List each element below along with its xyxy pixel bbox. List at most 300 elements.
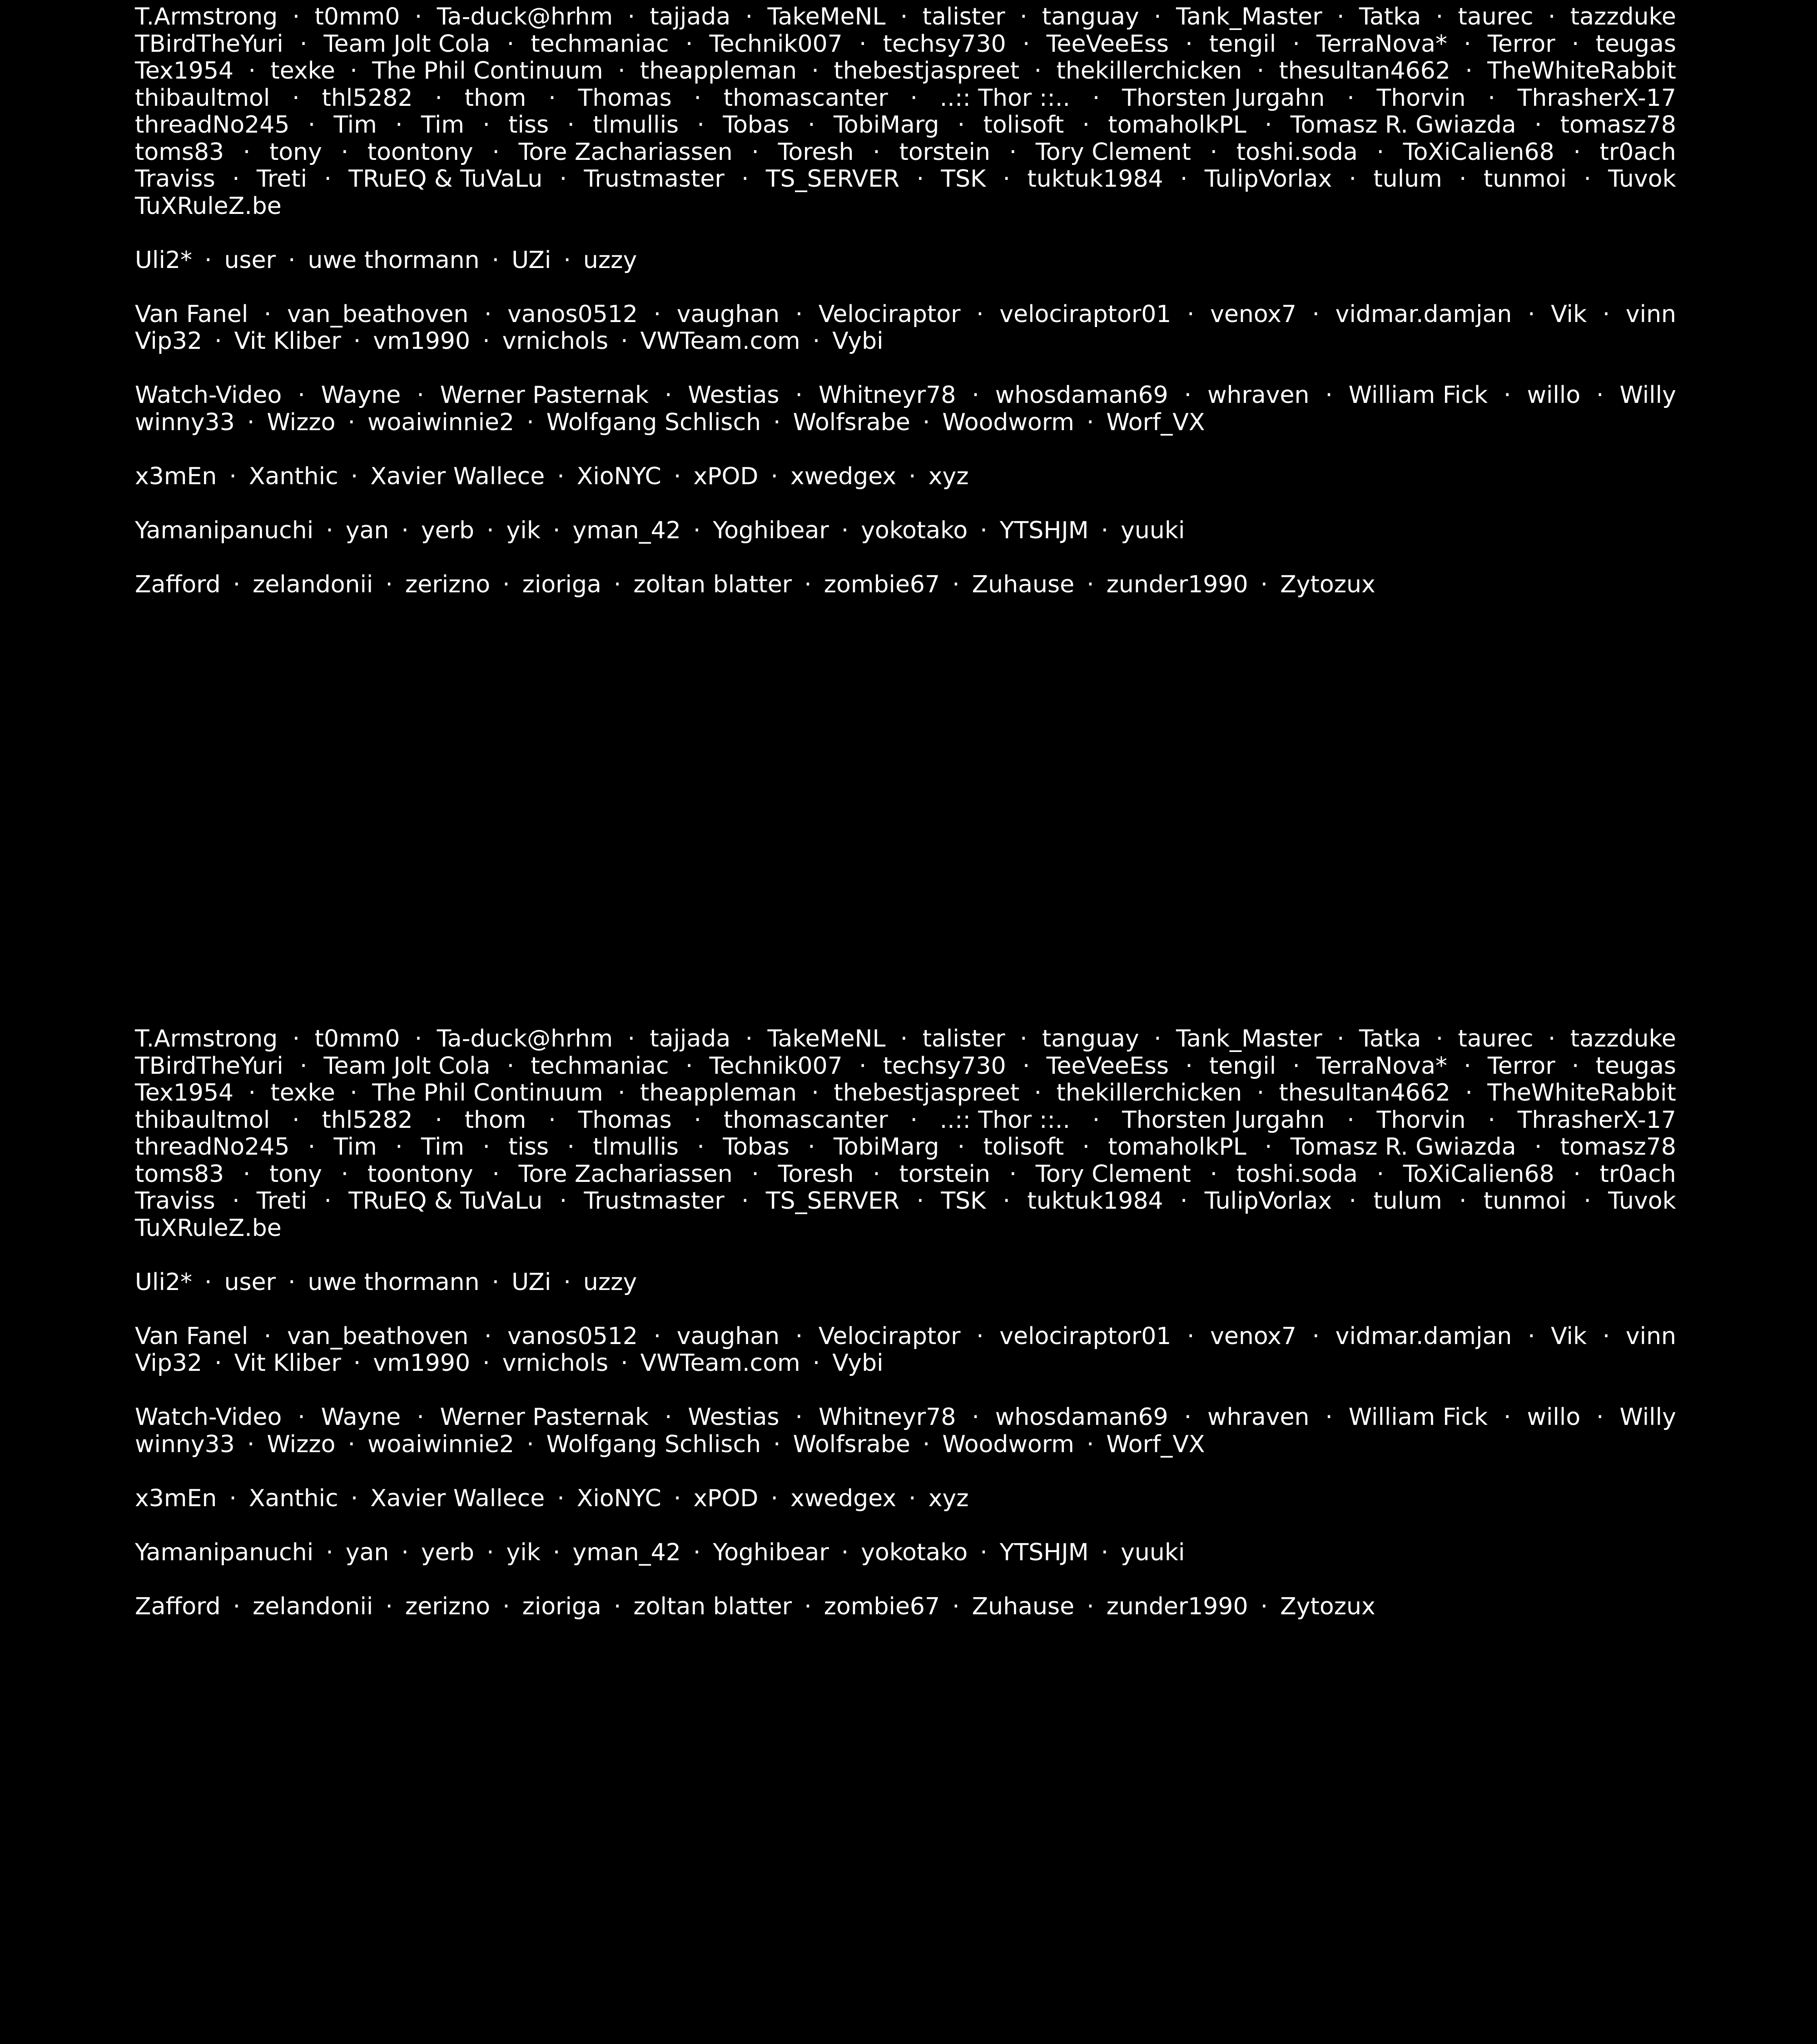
contributor-name: William Fick bbox=[1348, 382, 1488, 409]
name-separator: · bbox=[502, 1593, 510, 1620]
name-separator: · bbox=[341, 138, 349, 166]
contributor-name: ThrasherX-17 bbox=[1517, 84, 1676, 112]
contributor-name: venox7 bbox=[1210, 300, 1296, 328]
credits-list-upper bbox=[135, 4, 1676, 625]
name-separator: · bbox=[563, 1268, 571, 1296]
name-separator: · bbox=[1571, 30, 1579, 58]
contributor-name: tolisoft bbox=[983, 111, 1064, 139]
credits-line bbox=[135, 193, 1676, 220]
contributor-name: toms83 bbox=[135, 138, 224, 166]
contributor-name: Westias bbox=[688, 1404, 779, 1431]
name-separator: · bbox=[1504, 1404, 1511, 1431]
credits-line bbox=[135, 1134, 1676, 1161]
contributor-name: Xavier Wallece bbox=[370, 462, 545, 490]
name-separator: · bbox=[308, 111, 316, 139]
credits-line bbox=[135, 1026, 1676, 1053]
name-separator: · bbox=[492, 138, 500, 166]
contributor-name: VWTeam.com bbox=[640, 1349, 800, 1377]
contributor-name: tanguay bbox=[1042, 1025, 1139, 1052]
name-separator: · bbox=[348, 1430, 356, 1458]
name-separator: · bbox=[653, 300, 661, 328]
contributor-name: willo bbox=[1527, 382, 1581, 409]
name-separator: · bbox=[1347, 1106, 1355, 1134]
contributor-name: texke bbox=[270, 1079, 335, 1106]
credits-list-lower bbox=[135, 1026, 1676, 1647]
credits-line bbox=[135, 1485, 1676, 1513]
credits-line bbox=[135, 1350, 1676, 1377]
name-separator: · bbox=[841, 1538, 849, 1566]
name-separator: · bbox=[292, 3, 300, 30]
contributor-name: tony bbox=[269, 1160, 322, 1188]
name-separator: · bbox=[980, 516, 988, 544]
contributor-name: tazzduke bbox=[1570, 3, 1676, 30]
name-separator: · bbox=[1527, 1322, 1535, 1350]
name-separator: · bbox=[1260, 571, 1268, 598]
name-separator: · bbox=[811, 1079, 819, 1106]
contributor-name: YTSHJM bbox=[999, 1538, 1089, 1566]
contributor-name: Watch-Video bbox=[135, 382, 282, 409]
contributor-name: woaiwinnie2 bbox=[367, 408, 515, 436]
contributor-name: techsy730 bbox=[883, 30, 1006, 58]
credits-group-x bbox=[135, 463, 1676, 491]
name-separator: · bbox=[1325, 1404, 1333, 1431]
name-separator: · bbox=[385, 571, 393, 598]
contributor-name: torstein bbox=[899, 1160, 990, 1188]
contributor-name: Vip32 bbox=[135, 327, 203, 355]
contributor-name: Tomasz R. Gwiazda bbox=[1290, 1133, 1516, 1161]
contributor-name: threadNo245 bbox=[135, 1133, 290, 1161]
name-separator: · bbox=[808, 111, 815, 139]
contributor-name: Tex1954 bbox=[135, 57, 234, 84]
credits-group-v bbox=[135, 1323, 1676, 1377]
contributor-name: Vybi bbox=[832, 1349, 884, 1377]
name-separator: · bbox=[233, 571, 241, 598]
contributor-name: Team Jolt Cola bbox=[323, 30, 491, 58]
credits-group-y bbox=[135, 517, 1676, 545]
credits-line bbox=[135, 1404, 1676, 1431]
name-separator: · bbox=[1465, 57, 1473, 84]
name-separator: · bbox=[621, 1349, 628, 1377]
name-separator: · bbox=[414, 3, 422, 30]
credits-group-y bbox=[135, 1539, 1676, 1567]
contributor-name: tlmullis bbox=[593, 1133, 679, 1161]
name-separator: · bbox=[353, 327, 361, 355]
contributor-name: van_beathoven bbox=[287, 300, 469, 328]
name-separator: · bbox=[487, 516, 494, 544]
name-separator: · bbox=[1101, 1538, 1109, 1566]
contributor-name: Tim bbox=[421, 111, 465, 139]
contributor-name: xPOD bbox=[693, 1484, 759, 1512]
contributor-name: tengil bbox=[1209, 30, 1276, 58]
name-separator: · bbox=[487, 1538, 494, 1566]
credits-line bbox=[135, 4, 1676, 31]
name-separator: · bbox=[812, 327, 820, 355]
contributor-name: yik bbox=[506, 1538, 541, 1566]
credits-line bbox=[135, 1269, 1676, 1296]
contributor-name: Tuvok bbox=[1608, 165, 1676, 193]
contributor-name: Wayne bbox=[321, 1404, 401, 1431]
contributor-name: Tank_Master bbox=[1176, 3, 1322, 30]
name-separator: · bbox=[350, 1079, 357, 1106]
name-separator: · bbox=[621, 327, 628, 355]
contributor-name: Zafford bbox=[135, 1593, 221, 1620]
name-separator: · bbox=[804, 571, 812, 598]
name-separator: · bbox=[910, 84, 918, 112]
contributor-name: TheWhiteRabbit bbox=[1487, 1079, 1676, 1106]
name-separator: · bbox=[922, 1430, 930, 1458]
name-separator: · bbox=[1082, 111, 1090, 139]
contributor-name: x3mEn bbox=[135, 462, 217, 490]
contributor-name: TSK bbox=[941, 1187, 986, 1215]
contributor-name: techmaniac bbox=[531, 30, 669, 58]
contributor-name: Wolfgang Schlisch bbox=[546, 1430, 761, 1458]
contributor-name: tajjada bbox=[650, 3, 731, 30]
name-separator: · bbox=[1034, 57, 1042, 84]
name-separator: · bbox=[247, 408, 255, 436]
contributor-name: Terror bbox=[1487, 30, 1555, 58]
credits-line bbox=[135, 409, 1676, 437]
name-separator: · bbox=[506, 30, 515, 58]
contributor-name: TobiMarg bbox=[833, 1133, 939, 1161]
name-separator: · bbox=[232, 165, 240, 193]
contributor-name: zoltan blatter bbox=[633, 571, 792, 598]
name-separator: · bbox=[916, 1187, 924, 1215]
name-separator: · bbox=[1464, 30, 1471, 58]
contributor-name: yerb bbox=[421, 1538, 475, 1566]
contributor-name: Xanthic bbox=[248, 462, 338, 490]
credits-group-w bbox=[135, 382, 1676, 436]
contributor-name: Ta-duck@hrhm bbox=[437, 1025, 613, 1052]
contributor-name: yik bbox=[506, 516, 541, 544]
contributor-name: vm1990 bbox=[373, 327, 471, 355]
contributor-name: vanos0512 bbox=[507, 1322, 638, 1350]
contributor-name: ThrasherX-17 bbox=[1517, 1106, 1676, 1134]
name-separator: · bbox=[557, 462, 565, 490]
contributor-name: xyz bbox=[928, 1484, 969, 1512]
name-separator: · bbox=[795, 300, 803, 328]
contributor-name: Thorsten Jurgahn bbox=[1122, 84, 1325, 112]
name-separator: · bbox=[1488, 1106, 1495, 1134]
name-separator: · bbox=[1260, 1593, 1268, 1620]
credits-line bbox=[135, 85, 1676, 112]
contributor-name: Werner Pasternak bbox=[440, 382, 649, 409]
name-separator: · bbox=[980, 1538, 988, 1566]
contributor-name: zioriga bbox=[522, 1593, 601, 1620]
contributor-name: toontony bbox=[367, 1160, 473, 1188]
contributor-name: Thorvin bbox=[1376, 84, 1466, 112]
contributor-name: tazzduke bbox=[1570, 1025, 1676, 1052]
contributor-name: vrnichols bbox=[502, 1349, 609, 1377]
name-separator: · bbox=[1082, 1133, 1090, 1161]
name-separator: · bbox=[795, 1322, 803, 1350]
contributor-name: t0mm0 bbox=[314, 1025, 400, 1052]
contributor-name: yman_42 bbox=[572, 516, 681, 544]
name-separator: · bbox=[324, 165, 332, 193]
name-separator: · bbox=[395, 1133, 403, 1161]
contributor-name: willo bbox=[1527, 1404, 1581, 1431]
name-separator: · bbox=[292, 1106, 300, 1134]
name-separator: · bbox=[795, 382, 803, 409]
name-separator: · bbox=[233, 1593, 241, 1620]
contributor-name: ToXiCalien68 bbox=[1403, 1160, 1554, 1188]
contributor-name: whraven bbox=[1207, 1404, 1310, 1431]
credits-line bbox=[135, 1161, 1676, 1188]
contributor-name: vaughan bbox=[676, 1322, 780, 1350]
contributor-name: TuXRuleZ.be bbox=[135, 192, 282, 220]
contributor-name: Willy bbox=[1619, 382, 1676, 409]
contributor-name: zunder1990 bbox=[1106, 571, 1248, 598]
credits-line bbox=[135, 1323, 1676, 1350]
credits-group-v bbox=[135, 301, 1676, 355]
contributor-name: uwe thormann bbox=[308, 246, 480, 274]
name-separator: · bbox=[952, 1593, 960, 1620]
contributor-name: thibaultmol bbox=[135, 1106, 270, 1134]
name-separator: · bbox=[957, 1133, 965, 1161]
name-separator: · bbox=[1596, 382, 1604, 409]
name-separator: · bbox=[350, 462, 358, 490]
name-separator: · bbox=[1187, 1322, 1195, 1350]
name-separator: · bbox=[804, 1593, 812, 1620]
contributor-name: velociraptor01 bbox=[999, 300, 1172, 328]
name-separator: · bbox=[770, 1484, 778, 1512]
name-separator: · bbox=[1349, 1187, 1357, 1215]
name-separator: · bbox=[1003, 1187, 1011, 1215]
name-separator: · bbox=[1347, 84, 1355, 112]
contributor-name: Werner Pasternak bbox=[440, 1404, 649, 1431]
contributor-name: Zuhause bbox=[972, 571, 1075, 598]
contributor-name: tiss bbox=[508, 111, 549, 139]
name-separator: · bbox=[1459, 165, 1467, 193]
contributor-name: Zuhause bbox=[972, 1593, 1075, 1620]
name-separator: · bbox=[482, 111, 490, 139]
name-separator: · bbox=[435, 1106, 442, 1134]
contributor-name: Zytozux bbox=[1280, 571, 1375, 598]
contributor-name: thomascanter bbox=[723, 84, 888, 112]
name-separator: · bbox=[1336, 1025, 1345, 1052]
contributor-name: Xavier Wallece bbox=[370, 1484, 545, 1512]
contributor-name: Toresh bbox=[778, 138, 854, 166]
name-separator: · bbox=[288, 246, 296, 274]
contributor-name: x3mEn bbox=[135, 1484, 217, 1512]
credits-group-w bbox=[135, 1404, 1676, 1458]
contributor-name: yerb bbox=[421, 516, 475, 544]
contributor-name: VWTeam.com bbox=[640, 327, 800, 355]
contributor-name: uzzy bbox=[583, 1268, 637, 1296]
name-separator: · bbox=[263, 1322, 272, 1350]
contributor-name: Yoghibear bbox=[713, 1538, 829, 1566]
name-separator: · bbox=[1101, 516, 1109, 544]
contributor-name: Technik007 bbox=[709, 1052, 843, 1080]
contributor-name: whosdaman69 bbox=[995, 382, 1168, 409]
contributor-name: techmaniac bbox=[531, 1052, 669, 1080]
name-separator: · bbox=[697, 111, 705, 139]
name-separator: · bbox=[795, 1404, 803, 1431]
name-separator: · bbox=[859, 1052, 867, 1080]
name-separator: · bbox=[976, 300, 984, 328]
credits-line bbox=[135, 1431, 1676, 1459]
contributor-name: van_beathoven bbox=[287, 1322, 469, 1350]
name-separator: · bbox=[559, 1187, 567, 1215]
contributor-name: Yoghibear bbox=[713, 516, 829, 544]
name-separator: · bbox=[1092, 84, 1100, 112]
contributor-name: Worf_VX bbox=[1106, 408, 1205, 436]
contributor-name: TRuEQ & TuVaLu bbox=[348, 165, 543, 193]
name-separator: · bbox=[900, 3, 908, 30]
credits-group-t bbox=[135, 1026, 1676, 1242]
name-separator: · bbox=[745, 3, 753, 30]
credits-group-u bbox=[135, 247, 1676, 274]
name-separator: · bbox=[910, 1106, 918, 1134]
name-separator: · bbox=[1210, 1160, 1218, 1188]
name-separator: · bbox=[559, 165, 567, 193]
name-separator: · bbox=[567, 111, 575, 139]
name-separator: · bbox=[1187, 300, 1195, 328]
contributor-name: woaiwinnie2 bbox=[367, 1430, 515, 1458]
contributor-name: Trustmaster bbox=[584, 165, 725, 193]
name-separator: · bbox=[1020, 1025, 1028, 1052]
name-separator: · bbox=[1185, 1052, 1193, 1080]
contributor-name: Wolfsrabe bbox=[793, 408, 910, 436]
name-separator: · bbox=[1020, 3, 1028, 30]
contributor-name: threadNo245 bbox=[135, 111, 290, 139]
name-separator: · bbox=[1256, 1079, 1265, 1106]
name-separator: · bbox=[1435, 3, 1444, 30]
contributor-name: Tore Zachariassen bbox=[518, 138, 733, 166]
name-separator: · bbox=[292, 1025, 300, 1052]
credits-line bbox=[135, 1053, 1676, 1080]
name-separator: · bbox=[1034, 1079, 1042, 1106]
contributor-name: thom bbox=[464, 1106, 526, 1134]
contributor-name: Trustmaster bbox=[584, 1187, 725, 1215]
name-separator: · bbox=[922, 408, 930, 436]
name-separator: · bbox=[1184, 1404, 1192, 1431]
name-separator: · bbox=[204, 1268, 212, 1296]
credits-line bbox=[135, 463, 1676, 491]
contributor-name: toshi.soda bbox=[1236, 138, 1358, 166]
contributor-name: Tim bbox=[421, 1133, 465, 1161]
name-separator: · bbox=[773, 1430, 781, 1458]
contributor-name: winny33 bbox=[135, 1430, 235, 1458]
contributor-name: UZi bbox=[511, 1268, 551, 1296]
name-separator: · bbox=[916, 165, 924, 193]
contributor-name: teugas bbox=[1595, 1052, 1676, 1080]
contributor-name: Terror bbox=[1487, 1052, 1555, 1080]
name-separator: · bbox=[1548, 3, 1556, 30]
contributor-name: Ta-duck@hrhm bbox=[437, 3, 613, 30]
name-separator: · bbox=[808, 1133, 815, 1161]
name-separator: · bbox=[1292, 1052, 1300, 1080]
contributor-name: vaughan bbox=[676, 300, 780, 328]
contributor-name: Vit Kliber bbox=[234, 1349, 341, 1377]
contributor-name: Vit Kliber bbox=[234, 327, 341, 355]
name-separator: · bbox=[697, 1133, 705, 1161]
name-separator: · bbox=[353, 1349, 361, 1377]
contributor-name: Treti bbox=[256, 165, 308, 193]
name-separator: · bbox=[1180, 1187, 1188, 1215]
name-separator: · bbox=[214, 1349, 222, 1377]
name-separator: · bbox=[627, 3, 635, 30]
contributor-name: winny33 bbox=[135, 408, 235, 436]
name-separator: · bbox=[1376, 138, 1384, 166]
credits-line bbox=[135, 301, 1676, 328]
contributor-name: Vik bbox=[1551, 1322, 1587, 1350]
contributor-name: zerizno bbox=[405, 571, 491, 598]
contributor-name: TerraNova* bbox=[1316, 1052, 1448, 1080]
contributor-name: vrnichols bbox=[502, 327, 609, 355]
name-separator: · bbox=[1336, 3, 1345, 30]
contributor-name: vinn bbox=[1625, 1322, 1676, 1350]
name-separator: · bbox=[773, 408, 781, 436]
contributor-name: Uli2* bbox=[135, 1268, 193, 1296]
name-separator: · bbox=[1602, 1322, 1610, 1350]
contributor-name: Thorvin bbox=[1376, 1106, 1466, 1134]
credits-line bbox=[135, 1080, 1676, 1107]
contributor-name: Westias bbox=[688, 382, 779, 409]
contributor-name: zerizno bbox=[405, 1593, 491, 1620]
name-separator: · bbox=[1325, 382, 1333, 409]
name-separator: · bbox=[617, 1079, 626, 1106]
contributor-name: tuktuk1984 bbox=[1027, 165, 1163, 193]
contributor-name: Tory Clement bbox=[1035, 1160, 1191, 1188]
name-separator: · bbox=[627, 1025, 635, 1052]
name-separator: · bbox=[751, 1160, 759, 1188]
contributor-name: TulipVorlax bbox=[1204, 165, 1332, 193]
name-separator: · bbox=[341, 1160, 349, 1188]
name-separator: · bbox=[908, 462, 916, 490]
contributor-name: velociraptor01 bbox=[999, 1322, 1172, 1350]
credits-line bbox=[135, 1215, 1676, 1242]
name-separator: · bbox=[417, 1404, 424, 1431]
contributor-name: teugas bbox=[1595, 30, 1676, 58]
name-separator: · bbox=[308, 1133, 316, 1161]
credits-line bbox=[135, 517, 1676, 545]
name-separator: · bbox=[873, 1160, 880, 1188]
contributor-name: TakeMeNL bbox=[767, 3, 886, 30]
contributor-name: Woodworm bbox=[942, 1430, 1074, 1458]
contributor-name: Yamanipanuchi bbox=[135, 516, 314, 544]
name-separator: · bbox=[908, 1484, 916, 1512]
name-separator: · bbox=[617, 57, 626, 84]
contributor-name: zelandonii bbox=[253, 571, 373, 598]
contributor-name: Zytozux bbox=[1280, 1593, 1375, 1620]
name-separator: · bbox=[526, 1430, 534, 1458]
name-separator: · bbox=[348, 408, 356, 436]
credits-line bbox=[135, 328, 1676, 355]
name-separator: · bbox=[1465, 1079, 1473, 1106]
name-separator: · bbox=[1264, 1133, 1272, 1161]
name-separator: · bbox=[417, 382, 424, 409]
contributor-name: TuXRuleZ.be bbox=[135, 1214, 282, 1242]
contributor-name: techsy730 bbox=[883, 1052, 1006, 1080]
contributor-name: Wizzo bbox=[267, 1430, 336, 1458]
contributor-name: Van Fanel bbox=[135, 300, 248, 328]
contributor-name: Wizzo bbox=[267, 408, 336, 436]
contributor-name: tomaholkPL bbox=[1108, 1133, 1246, 1161]
credits-group-z bbox=[135, 571, 1676, 599]
name-separator: · bbox=[1527, 300, 1535, 328]
contributor-name: YTSHJM bbox=[999, 516, 1089, 544]
contributor-name: uzzy bbox=[583, 246, 637, 274]
name-separator: · bbox=[299, 30, 308, 58]
contributor-name: Tuvok bbox=[1608, 1187, 1676, 1215]
contributor-name: thesultan4662 bbox=[1279, 57, 1450, 84]
name-separator: · bbox=[552, 1538, 561, 1566]
contributor-name: TS_SERVER bbox=[765, 165, 900, 193]
name-separator: · bbox=[263, 300, 272, 328]
name-separator: · bbox=[1464, 1052, 1471, 1080]
name-separator: · bbox=[482, 327, 490, 355]
contributor-name: The Phil Continuum bbox=[372, 57, 603, 84]
